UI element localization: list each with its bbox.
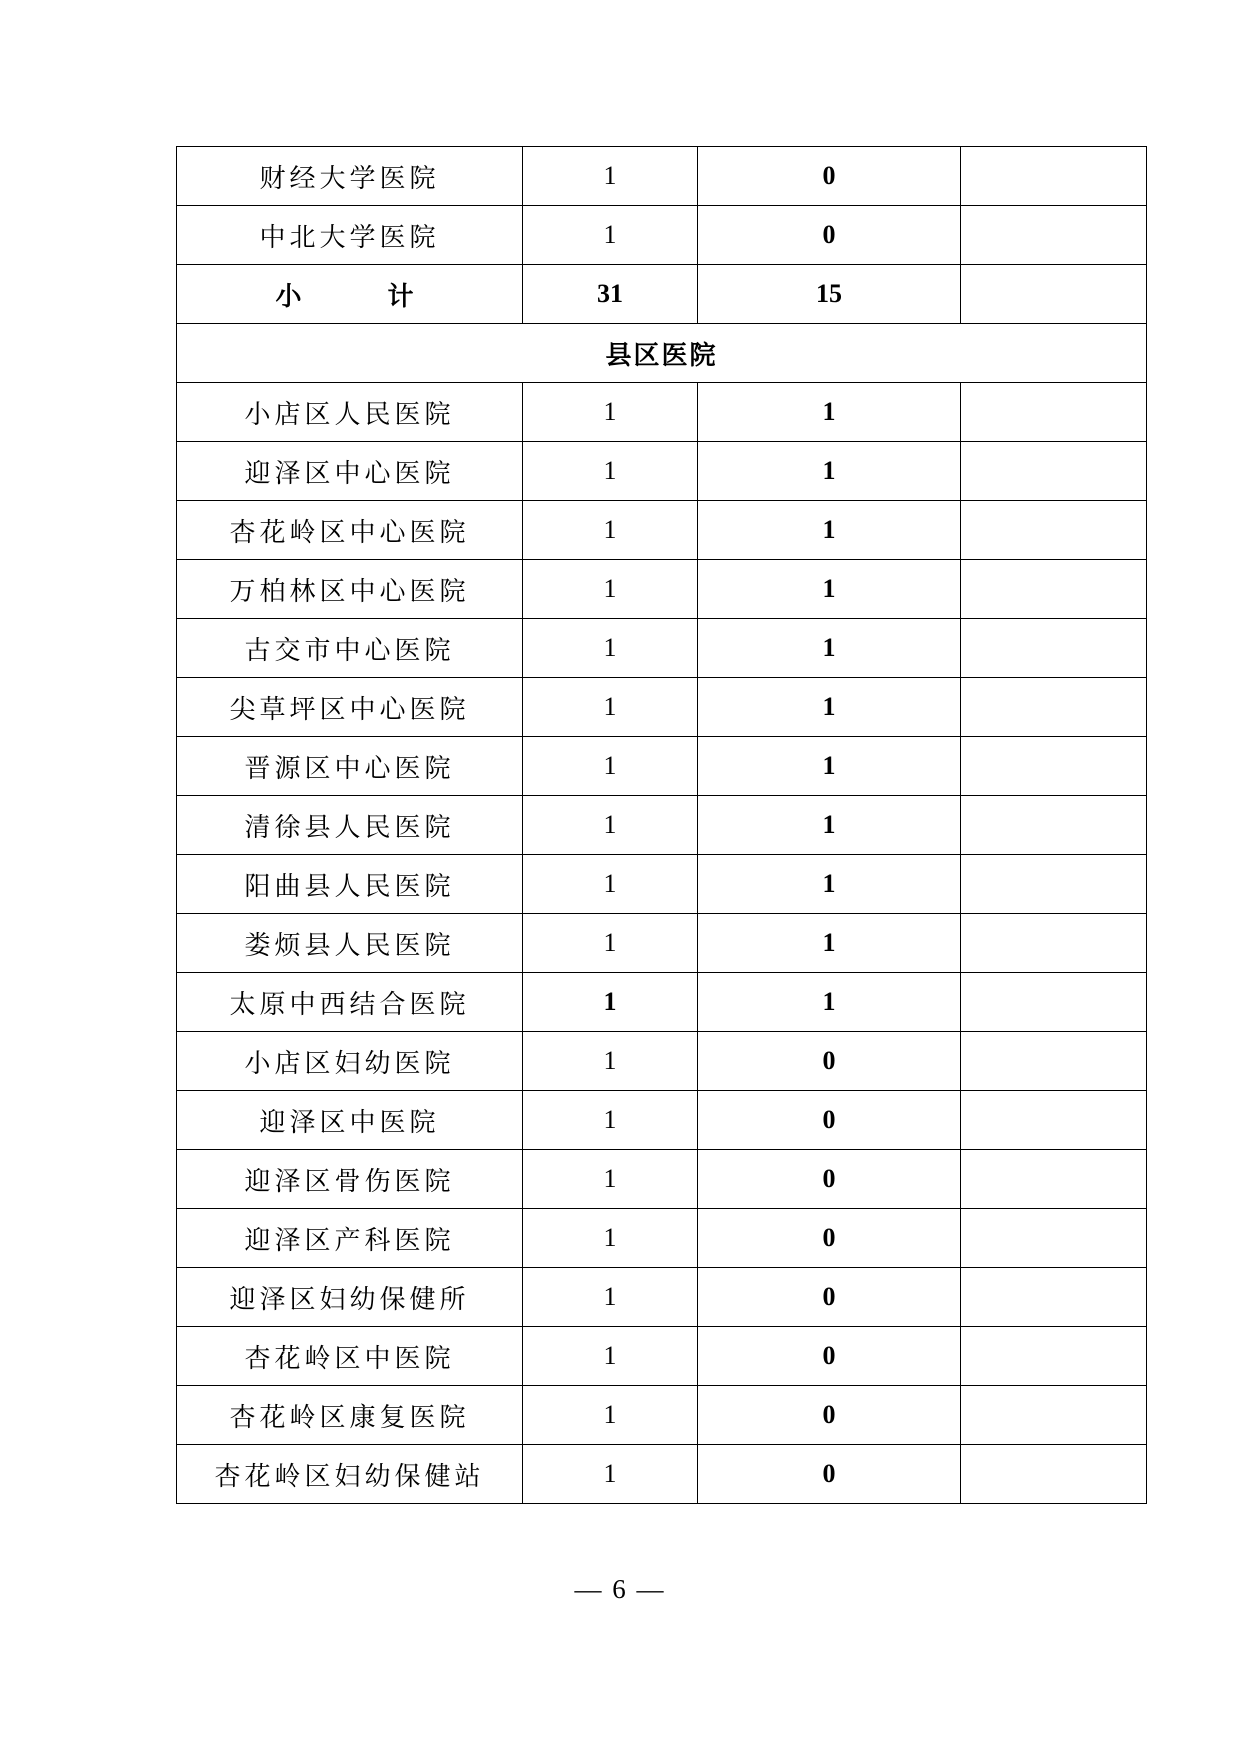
value-a-cell: 1 xyxy=(523,914,698,973)
note-cell xyxy=(961,855,1147,914)
table-row xyxy=(177,383,1147,442)
section-title: 县区医院 xyxy=(177,324,1147,383)
note-cell xyxy=(961,1386,1147,1445)
table-row xyxy=(177,1386,1147,1445)
section-header-row xyxy=(177,324,1147,383)
hospital-name-cell: 万柏林区中心医院 xyxy=(177,560,523,619)
value-b-cell: 0 xyxy=(698,1386,961,1445)
hospital-name-cell: 迎泽区骨伤医院 xyxy=(177,1150,523,1209)
page-number: — 6 — xyxy=(574,1574,666,1604)
value-b-cell: 1 xyxy=(698,501,961,560)
hospital-name-cell: 尖草坪区中心医院 xyxy=(177,678,523,737)
hospital-name-cell: 娄烦县人民医院 xyxy=(177,914,523,973)
hospital-name-cell: 迎泽区妇幼保健所 xyxy=(177,1268,523,1327)
note-cell xyxy=(961,678,1147,737)
table-row xyxy=(177,501,1147,560)
subtotal-value-a: 31 xyxy=(523,265,698,324)
note-cell xyxy=(961,501,1147,560)
value-a-cell: 1 xyxy=(523,147,698,206)
note-cell xyxy=(961,1209,1147,1268)
value-a-cell: 1 xyxy=(523,560,698,619)
value-a-cell: 1 xyxy=(523,855,698,914)
table-row xyxy=(177,560,1147,619)
hospital-name-cell: 迎泽区中医院 xyxy=(177,1091,523,1150)
hospital-name-cell: 杏花岭区中医院 xyxy=(177,1327,523,1386)
note-cell xyxy=(961,206,1147,265)
value-b-cell: 0 xyxy=(698,1209,961,1268)
value-b-cell: 0 xyxy=(698,1268,961,1327)
hospital-name-cell: 杏花岭区康复医院 xyxy=(177,1386,523,1445)
note-cell xyxy=(961,737,1147,796)
subtotal-row xyxy=(177,265,1147,324)
value-b-cell: 1 xyxy=(698,737,961,796)
note-cell xyxy=(961,973,1147,1032)
note-cell xyxy=(961,1268,1147,1327)
value-a-cell: 1 xyxy=(523,973,698,1032)
table-row xyxy=(177,619,1147,678)
table-row xyxy=(177,1445,1147,1504)
value-a-cell: 1 xyxy=(523,501,698,560)
table-row xyxy=(177,147,1147,206)
value-b-cell: 1 xyxy=(698,383,961,442)
value-b-cell: 0 xyxy=(698,1091,961,1150)
value-b-cell: 1 xyxy=(698,914,961,973)
value-a-cell: 1 xyxy=(523,678,698,737)
value-b-cell: 1 xyxy=(698,560,961,619)
hospital-name-cell: 清徐县人民医院 xyxy=(177,796,523,855)
value-a-cell: 1 xyxy=(523,796,698,855)
hospital-name-cell: 太原中西结合医院 xyxy=(177,973,523,1032)
value-a-cell: 1 xyxy=(523,1032,698,1091)
hospital-name-cell: 财经大学医院 xyxy=(177,147,523,206)
value-b-cell: 0 xyxy=(698,206,961,265)
table-row xyxy=(177,1032,1147,1091)
subtotal-note-cell xyxy=(961,265,1147,324)
table-row xyxy=(177,1209,1147,1268)
note-cell xyxy=(961,1091,1147,1150)
note-cell xyxy=(961,1327,1147,1386)
hospital-name-cell: 迎泽区产科医院 xyxy=(177,1209,523,1268)
value-b-cell: 1 xyxy=(698,619,961,678)
note-cell xyxy=(961,1032,1147,1091)
note-cell xyxy=(961,796,1147,855)
hospital-name-cell: 杏花岭区妇幼保健站 xyxy=(177,1445,523,1504)
hospital-quota-table xyxy=(176,146,1147,1504)
value-b-cell: 1 xyxy=(698,678,961,737)
table-row xyxy=(177,914,1147,973)
table-row xyxy=(177,973,1147,1032)
hospital-name-cell: 迎泽区中心医院 xyxy=(177,442,523,501)
value-b-cell: 1 xyxy=(698,973,961,1032)
value-a-cell: 1 xyxy=(523,1150,698,1209)
table-body xyxy=(177,147,1147,1504)
value-b-cell: 1 xyxy=(698,796,961,855)
note-cell xyxy=(961,1445,1147,1504)
value-b-cell: 0 xyxy=(698,1032,961,1091)
table-row xyxy=(177,442,1147,501)
value-a-cell: 1 xyxy=(523,383,698,442)
value-a-cell: 1 xyxy=(523,1209,698,1268)
value-a-cell: 1 xyxy=(523,1327,698,1386)
note-cell xyxy=(961,147,1147,206)
table-row xyxy=(177,1327,1147,1386)
value-a-cell: 1 xyxy=(523,619,698,678)
value-a-cell: 1 xyxy=(523,1386,698,1445)
table-row xyxy=(177,796,1147,855)
value-a-cell: 1 xyxy=(523,1091,698,1150)
table-row xyxy=(177,1091,1147,1150)
value-b-cell: 0 xyxy=(698,1327,961,1386)
table-row xyxy=(177,206,1147,265)
value-b-cell: 0 xyxy=(698,1150,961,1209)
note-cell xyxy=(961,383,1147,442)
table-row xyxy=(177,737,1147,796)
value-a-cell: 1 xyxy=(523,737,698,796)
hospital-name-cell: 杏花岭区中心医院 xyxy=(177,501,523,560)
value-a-cell: 1 xyxy=(523,442,698,501)
note-cell xyxy=(961,914,1147,973)
hospital-name-cell: 中北大学医院 xyxy=(177,206,523,265)
value-a-cell: 1 xyxy=(523,206,698,265)
subtotal-value-b: 15 xyxy=(698,265,961,324)
hospital-name-cell: 小店区人民医院 xyxy=(177,383,523,442)
value-b-cell: 1 xyxy=(698,855,961,914)
note-cell xyxy=(961,442,1147,501)
subtotal-label: 小 计 xyxy=(177,265,523,324)
value-a-cell: 1 xyxy=(523,1268,698,1327)
table-row xyxy=(177,1268,1147,1327)
value-b-cell: 1 xyxy=(698,442,961,501)
note-cell xyxy=(961,619,1147,678)
value-b-cell: 0 xyxy=(698,1445,961,1504)
table-row xyxy=(177,678,1147,737)
hospital-name-cell: 古交市中心医院 xyxy=(177,619,523,678)
table-row xyxy=(177,1150,1147,1209)
hospital-name-cell: 小店区妇幼医院 xyxy=(177,1032,523,1091)
value-b-cell: 0 xyxy=(698,147,961,206)
note-cell xyxy=(961,560,1147,619)
note-cell xyxy=(961,1150,1147,1209)
hospital-name-cell: 阳曲县人民医院 xyxy=(177,855,523,914)
value-a-cell: 1 xyxy=(523,1445,698,1504)
hospital-name-cell: 晋源区中心医院 xyxy=(177,737,523,796)
table-row xyxy=(177,855,1147,914)
